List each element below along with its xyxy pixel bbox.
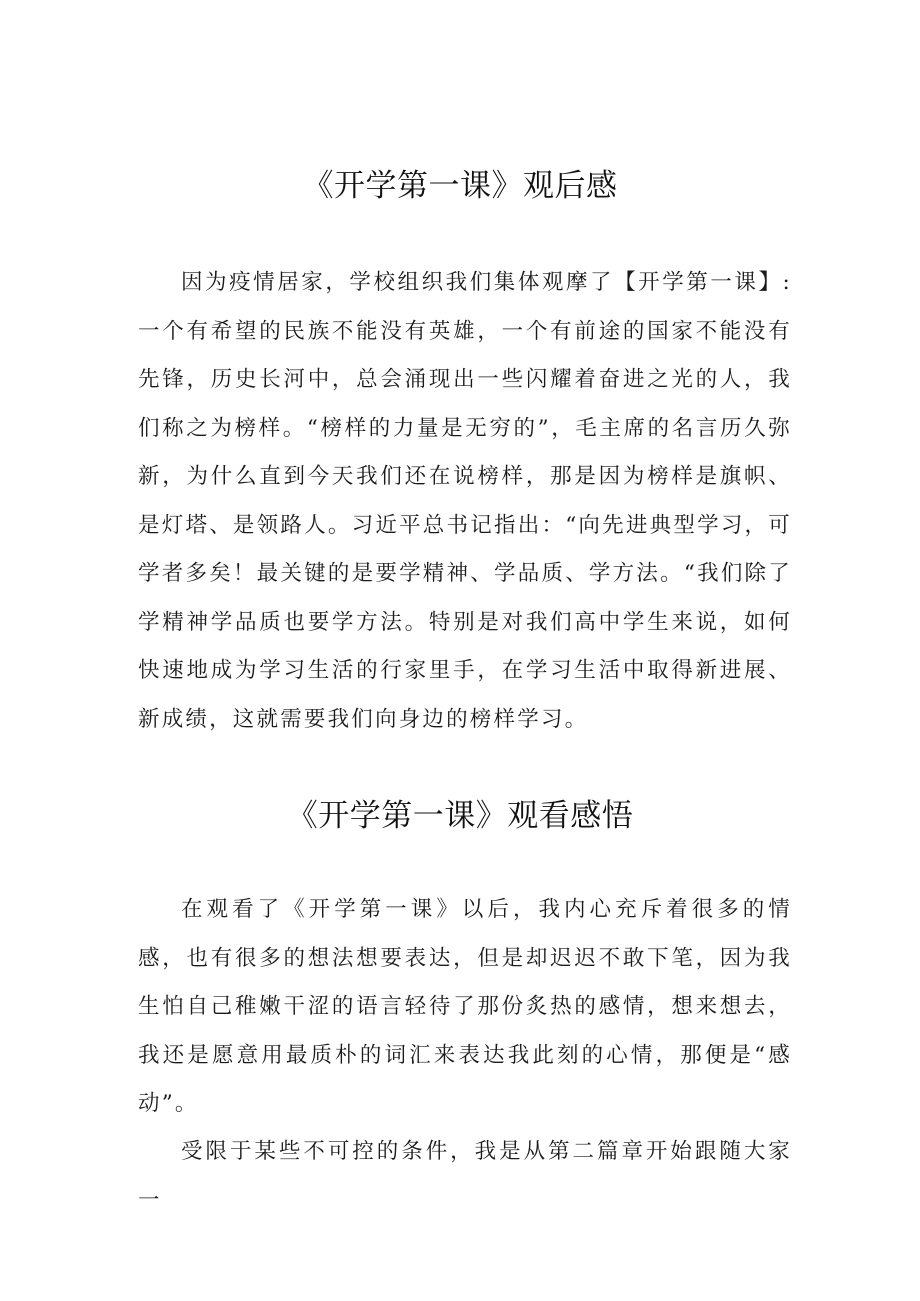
section-title-1: 《开学第一课》观后感: [302, 168, 618, 204]
section-title-2: 《开学第一课》观看感悟: [286, 798, 634, 834]
paragraph: 受限于某些不可控的条件，我是从第二篇章开始跟随大家一: [138, 1139, 792, 1213]
paragraph: 在观看了《开学第一课》以后，我内心充斥着很多的情感，也有很多的想法想要表达，但是却迟迟不敢下笔，因为我生怕自己稚嫩干涩的语言轻待了那份炙热的感情，想来想去，我还是愿意用最质朴的词汇来表达我此刻的心情，那便是“感动”。: [138, 897, 792, 1116]
paragraph: 因为疫情居家，学校组织我们集体观摩了【开学第一课】:一个有希望的民族不能没有英雄，一个有前途的国家不能没有先锋，历史长河中，总会涌现出一些闪耀着奋进之光的人，我们称之为榜样。“榜样的力量是无穷的”，毛主席的名言历久弥新，为什么直到今天我们还在说榜样，那是因为榜样是旗帜、是灯塔、是领路人。习近平总书记指出：“向先进典型学习，可学者多矣！最关键的是要学精神、学品质、学方法。“我们除了学精神学品质也要学方法。特别是对我们高中学生来说，如何快速地成为学习生活的行家里手，在学习生活中取得新进展、新成绩，这就需要我们向身边的榜样学习。: [138, 270, 792, 732]
